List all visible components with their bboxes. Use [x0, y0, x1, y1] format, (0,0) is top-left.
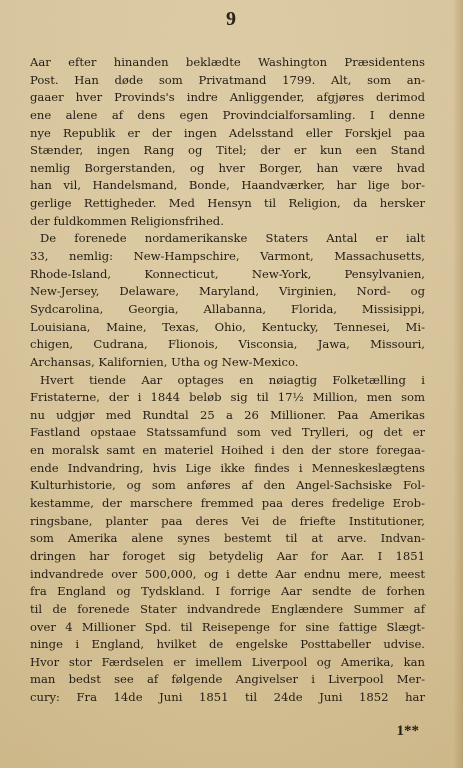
- text-line: 33, nemlig: New-Hampschire, Varmont, Massachusetts,: [30, 249, 425, 264]
- text-line: over 4 Millioner Spd. til Reisepenge for sine fattige Slægt-: [30, 619, 425, 634]
- text-line: cury: Fra 14de Juni 1851 til 24de Juni 1852 har: [30, 690, 425, 705]
- text-line: Stænder, ingen Rang og Titel; der er kun een Stand: [30, 143, 425, 158]
- text-line: New-Jersey, Delaware, Maryland, Virginien, Nord- og: [30, 284, 425, 299]
- text-line: der fuldkommen Religionsfrihed.: [30, 213, 224, 228]
- text-line: fra England og Tydskland. I forrige Aar sendte de forhen: [30, 584, 425, 599]
- text-line: en moralsk samt en materiel Hoihed i den der store foregaa-: [30, 443, 425, 458]
- text-line: Louisiana, Maine, Texas, Ohio, Kentucky, Tennesei, Mi-: [30, 319, 425, 334]
- text-line: Fristaterne, der i 1844 beløb sig til 17½ Million, men som: [30, 390, 425, 405]
- text-line: Fastland opstaae Statssamfund som ved Trylleri, og det er: [30, 425, 425, 440]
- signature-mark: 1**: [396, 723, 419, 739]
- text-line: Hvor stor Færdselen er imellem Liverpool og Amerika, kan: [30, 654, 425, 669]
- page-number: 9: [226, 8, 237, 30]
- text-line: gerlige Rettigheder. Med Hensyn til Religion, da hersker: [30, 196, 425, 211]
- text-line: nye Republik er der ingen Adelsstand eller Forskjel paa: [30, 125, 425, 140]
- text-line: nemlig Borgerstanden, og hver Borger, han være hvad: [30, 160, 425, 175]
- text-line: Hvert tiende Aar optages en nøiagtig Folketælling i: [40, 372, 425, 387]
- text-line: gaaer hver Provinds's indre Anliggender, afgjøres derimod: [30, 90, 425, 105]
- text-line: ene alene af dens egen Provindcialforsamling. I denne: [30, 107, 425, 122]
- text-line: Kulturhistorie, og som anføres af den Angel-Sachsiske Fol-: [30, 478, 425, 493]
- text-line: De forenede nordamerikanske Staters Antal er ialt: [40, 231, 425, 246]
- text-line: ende Indvandring, hvis Lige ikke findes i Menneskeslægtens: [30, 460, 425, 475]
- text-line: som Amerika alene synes bestemt til at arve. Indvan-: [30, 531, 425, 546]
- text-line: nu udgjør med Rundtal 25 a 26 Millioner. Paa Amerikas: [30, 407, 425, 422]
- text-line: ringsbane, planter paa deres Vei de friefte Institutioner,: [30, 513, 425, 528]
- text-line: Aar efter hinanden beklædte Washington Præsidentens: [30, 55, 425, 69]
- text-line: Rhode-Island, Konnecticut, New-York, Pensylvanien,: [30, 266, 425, 281]
- text-line: man bedst see af følgende Angivelser i Liverpool Mer-: [30, 672, 425, 687]
- text-line: Sydcarolina, Georgia, Allabanna, Florida, Missisippi,: [30, 301, 425, 316]
- body-text: [30, 54, 425, 707]
- text-line: Archansas, Kalifornien, Utha og New-Mexico.: [30, 354, 299, 369]
- text-line: Post. Han døde som Privatmand 1799. Alt, som an-: [30, 72, 425, 87]
- text-line: han vil, Handelsmand, Bonde, Haandværker, har lige bor-: [30, 178, 425, 193]
- text-line: chigen, Cudrana, Flionois, Visconsia, Jawa, Missouri,: [30, 337, 425, 352]
- text-line: indvandrede over 500,000, og i dette Aar endnu mere, meest: [30, 566, 425, 581]
- text-line: kestamme, der marschere fremmed paa deres fredelige Erob-: [30, 496, 425, 511]
- text-line: dringen har foroget sig betydelig Aar for Aar. I 1851: [30, 548, 425, 563]
- text-line: ninge i England, hvilket de engelske Posttabeller udvise.: [30, 637, 425, 652]
- text-line: til de forenede Stater indvandrede Englændere Summer af: [30, 601, 425, 616]
